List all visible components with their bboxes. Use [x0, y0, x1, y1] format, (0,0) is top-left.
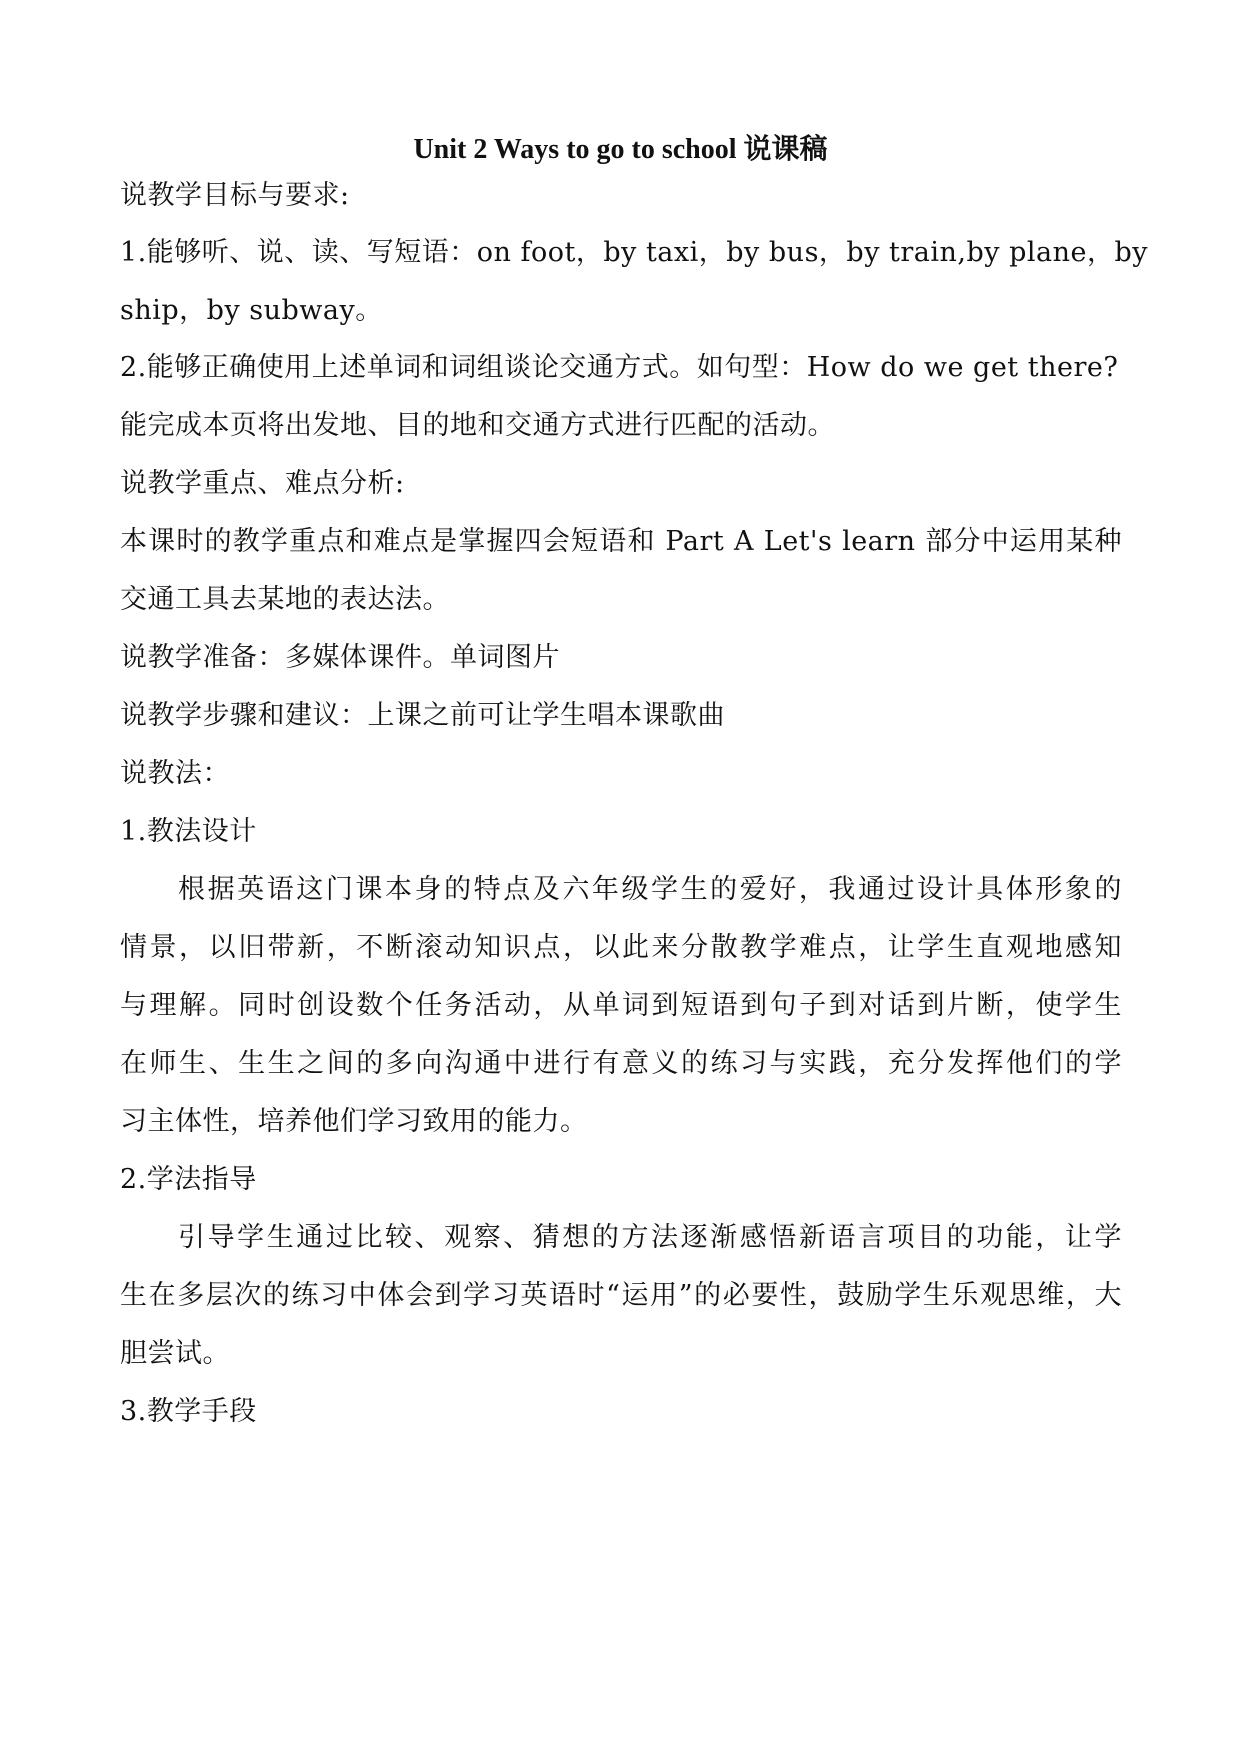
- heading-teaching-method: 说教法：: [120, 758, 230, 789]
- method-design-line-5: 习主体性，培养他们学习致用的能力。: [120, 1106, 588, 1137]
- objective-1-line-2: ship，by subway。: [120, 295, 383, 326]
- steps-line: 说教学步骤和建议：上课之前可让学生唱本课歌曲: [120, 700, 725, 731]
- key-points-line-1: 本课时的教学重点和难点是掌握四会短语和 Part A Let's learn 部分中运用某种: [120, 526, 1122, 557]
- method-design-line-3: 与理解。同时创设数个任务活动，从单词到短语到句子到对话到片断，使学生: [120, 990, 1122, 1021]
- subheading-teaching-means: 3.教学手段: [120, 1396, 257, 1427]
- subheading-study-guidance: 2.学法指导: [120, 1164, 257, 1195]
- method-design-line-2: 情景，以旧带新，不断滚动知识点，以此来分散教学难点，让学生直观地感知: [120, 932, 1122, 963]
- study-guidance-line-1: 引导学生通过比较、观察、猜想的方法逐渐感悟新语言项目的功能，让学: [178, 1222, 1122, 1253]
- heading-key-points: 说教学重点、难点分析:: [120, 468, 405, 499]
- subheading-method-design: 1.教法设计: [120, 816, 257, 847]
- objective-2-line-1: 2.能够正确使用上述单词和词组谈论交通方式。如句型：How do we get there?: [120, 352, 1119, 383]
- study-guidance-line-2: 生在多层次的练习中体会到学习英语时“运用”的必要性，鼓励学生乐观思维，大: [120, 1280, 1122, 1311]
- key-points-line-2: 交通工具去某地的表达法。: [120, 584, 450, 615]
- method-design-line-1: 根据英语这门课本身的特点及六年级学生的爱好，我通过设计具体形象的: [178, 874, 1122, 905]
- heading-objectives: 说教学目标与要求:: [120, 180, 350, 211]
- preparation-line: 说教学准备：多媒体课件。单词图片: [120, 642, 560, 673]
- method-design-line-4: 在师生、生生之间的多向沟通中进行有意义的练习与实践，充分发挥他们的学: [120, 1048, 1122, 1079]
- objective-1-line-1: 1.能够听、说、读、写短语：on foot，by taxi，by bus，by train,by plane，by: [120, 237, 1149, 268]
- study-guidance-line-3: 胆尝试。: [120, 1338, 230, 1369]
- objective-2-line-2: 能完成本页将出发地、目的地和交通方式进行匹配的活动。: [120, 410, 835, 441]
- document-title: Unit 2 Ways to go to school 说课稿: [413, 134, 828, 165]
